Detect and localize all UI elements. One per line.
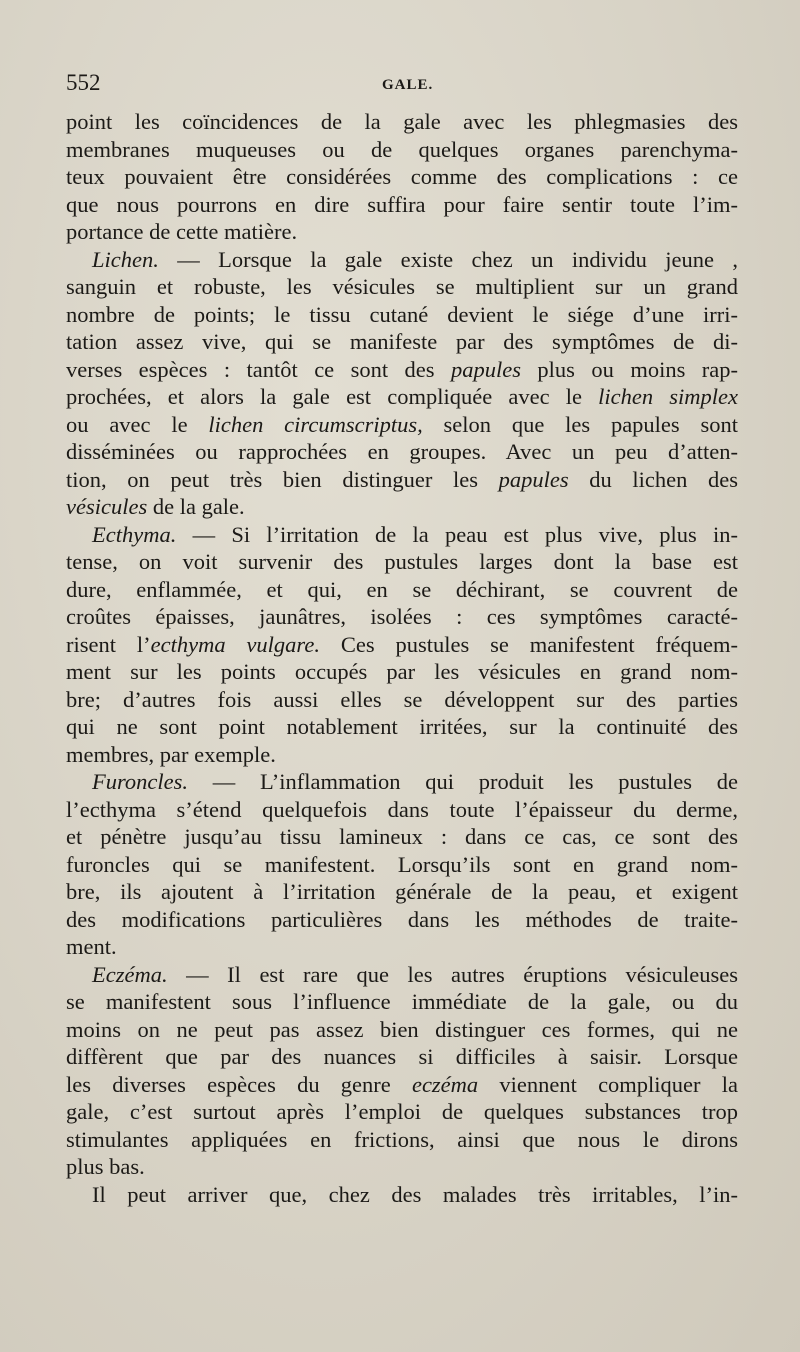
text-line: vésicules de la gale. [66,494,245,519]
text-line: Ecthyma. — Si l’irritation de la peau est plus vive, plus in- [92,521,738,547]
text-line: prochées, et alors la gale est compliquée avec le lichen simplex [66,384,738,409]
text-line: bre; d’autres fois aussi elles se développent sur des parties [66,686,738,712]
text-line: point les coïncidences de la gale avec les phlegmasies des [66,109,738,134]
section-heading-ecthyma: Ecthyma. [92,521,177,547]
section-heading-eczema: Eczéma. [92,961,168,987]
text-line: teux pouvaient être considérées comme des complications : ce [66,164,738,189]
text-line: croûtes épaisses, jaunâtres, isolées : ces symptômes caracté- [66,604,738,629]
section-heading-furoncles: Furoncles. [92,769,189,794]
text-line: risent l’ecthyma vulgare. Ces pustules se manifestent fréquem- [66,631,738,657]
text-line: Furoncles. — L’inflammation qui produit les pustules de [92,769,738,794]
text-line: diffèrent que par des nuances si difficiles à saisir. Lorsque [66,1044,738,1069]
text-line: membranes muqueuses ou de quelques organes parenchyma- [66,136,738,162]
text-line: ou avec le lichen circumscriptus, selon que les papules sont [66,411,738,437]
section-heading-lichen: Lichen. [92,246,159,272]
text-line: tion, on peut très bien distinguer les papules du lichen des [66,466,738,492]
text-line: dure, enflammée, et qui, en se déchirant, se couvrent de [66,576,738,602]
text-line: moins on ne peut pas assez bien distinguer ces formes, qui ne [66,1016,738,1042]
page-header [66,70,738,104]
text-line: Eczéma. — Il est rare que les autres éruptions vésiculeuses [92,961,738,987]
text-line: et pénètre jusqu’au tissu lamineux : dans ce cas, ce sont des [66,824,738,849]
text-line: nombre de points; le tissu cutané devient le siége d’une irri- [66,301,738,327]
text-line: tation assez vive, qui se manifeste par des symptômes de di- [66,329,738,354]
text-line: l’ecthyma s’étend quelquefois dans toute l’épaisseur du derme, [66,796,738,822]
text-line: disséminées ou rapprochées en groupes. Avec un peu d’atten- [66,439,738,464]
running-head: GALE. [382,77,434,93]
text-line: qui ne sont point notablement irritées, sur la continuité des [66,714,738,739]
text-line: verses espèces : tantôt ce sont des papules plus ou moins rap- [66,356,738,382]
text-line: gale, c’est surtout après l’emploi de quelques substances trop [66,1099,738,1124]
text-line: membres, par exemple. [66,741,276,767]
text-line: Lichen. — Lorsque la gale existe chez un individu jeune , [92,246,738,272]
text-line: bre, ils ajoutent à l’irritation générale de la peau, et exigent [66,879,738,904]
text-line: ment. [66,934,117,959]
text-line: Il peut arriver que, chez des malades très irritables, l’in- [92,1181,738,1207]
text-line: plus bas. [66,1154,145,1179]
text-line: ment sur les points occupés par les vésicules en grand nom- [66,659,738,684]
page-number: 552 [66,70,101,95]
text-line: portance de cette matière. [66,219,298,244]
text-line: tense, on voit survenir des pustules larges dont la base est [66,549,738,574]
body-text [66,108,738,1208]
text-line: les diverses espèces du genre eczéma viennent compliquer la [66,1071,738,1097]
text-line: des modifications particulières dans les méthodes de traite- [66,906,738,932]
text-line: stimulantes appliquées en frictions, ainsi que nous le dirons [66,1126,738,1152]
text-line: furoncles qui se manifestent. Lorsqu’ils sont en grand nom- [66,851,738,877]
text-line: se manifestent sous l’influence immédiate de la gale, ou du [66,989,738,1014]
text-line: sanguin et robuste, les vésicules se multiplient sur un grand [66,274,738,299]
text-line: que nous pourrons en dire suffira pour faire sentir toute l’im- [66,191,738,217]
